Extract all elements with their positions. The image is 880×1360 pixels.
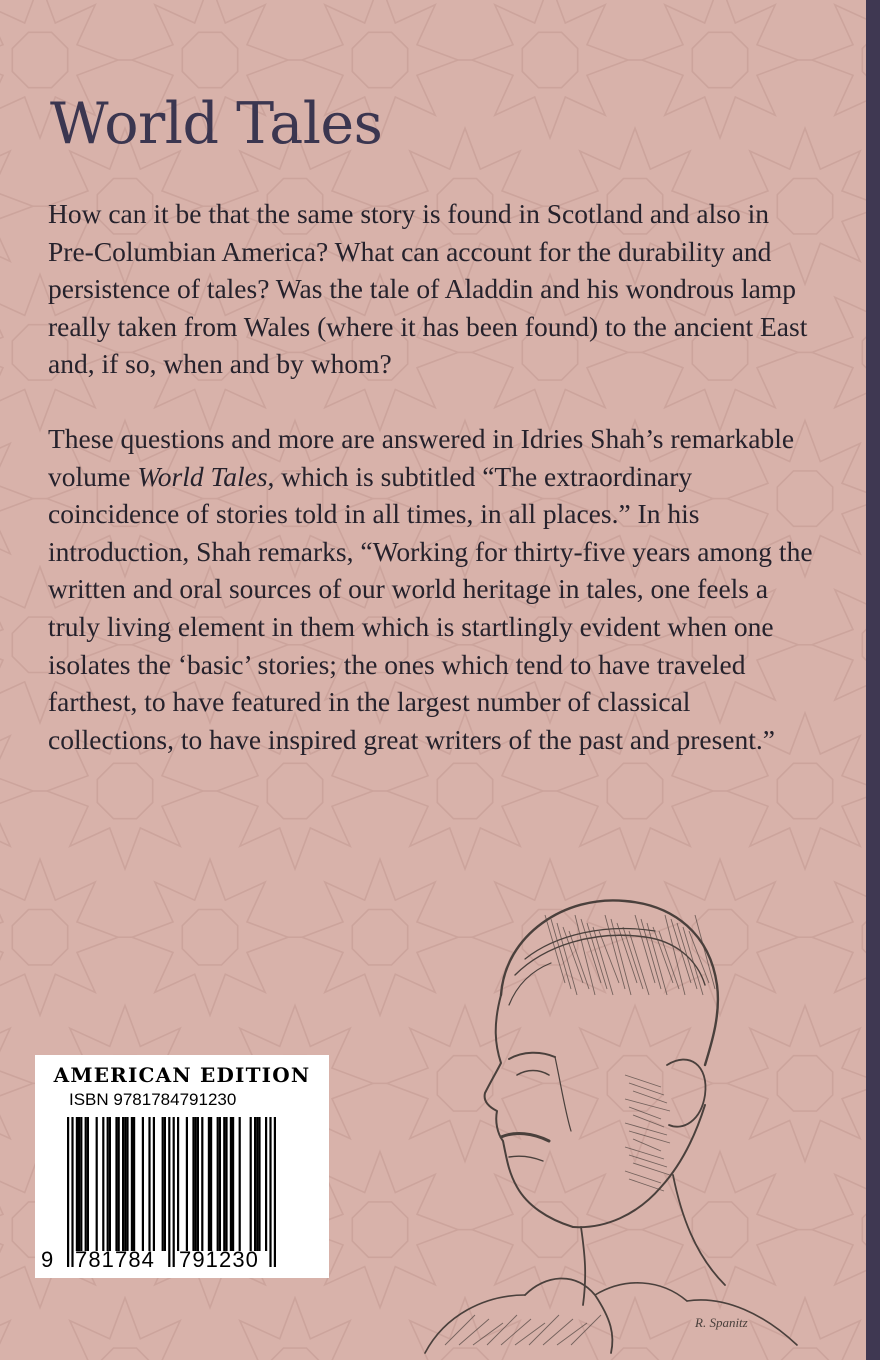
barcode-bar: [162, 1117, 164, 1251]
barcode-bar: [131, 1117, 133, 1251]
barcode-bar: [256, 1117, 258, 1251]
book-title: World Tales: [50, 91, 383, 157]
barcode-bar: [109, 1117, 111, 1251]
barcode-bar: [197, 1117, 199, 1251]
isbn-label: ISBN 9781784791230: [69, 1090, 237, 1109]
barcode-bar: [168, 1117, 170, 1267]
barcode-bars: [35, 1055, 329, 1278]
barcode-digits: [35, 1247, 329, 1275]
barcode-bar: [225, 1117, 227, 1251]
barcode-bar: [173, 1117, 175, 1267]
barcode-digit-lead: 9: [41, 1247, 55, 1272]
barcode-bar: [223, 1117, 225, 1251]
barcode-bar: [80, 1117, 82, 1251]
barcode-bar: [186, 1117, 188, 1251]
barcode-bar: [85, 1117, 87, 1251]
barcode-bar: [239, 1117, 241, 1251]
barcode-digits-left: 781784: [75, 1247, 156, 1272]
paragraph-2-text-b: , which is subtitled “The extraordinary coincidence of stories told in all times, in all places.” In his introduction, Shah remarks, “Working for thirty-five years among the written and oral sources of our world heritage in tales, one feels a truly living element in them which is startlingly evident when one isolates the ‘basic’ stories; the ones which tend to have traveled farthest, to have featured in the largest number of classical collections, to have inspired great writers of the past and present.”: [48, 460, 813, 755]
barcode-bar: [210, 1117, 212, 1251]
barcode-bar: [201, 1117, 203, 1251]
edition-label: AMERICAN EDITION: [53, 1063, 311, 1087]
barcode-bar: [153, 1117, 155, 1251]
artist-signature: R. Spanitz: [695, 1315, 748, 1330]
barcode-bar: [122, 1117, 124, 1251]
barcode-bar: [219, 1117, 221, 1251]
barcode-bar: [87, 1117, 89, 1251]
barcode-bar: [192, 1117, 194, 1251]
barcode-bar: [232, 1117, 234, 1251]
description-paragraph-1: How can it be that the same story is found in Scotland and also in Pre-Columbian America? What can account for the durability and persistence of tales? Was the tale of Aladdin and his wondrous lamp really taken from Wales (where it has been found) to the ancient East and, if so, when and by whom?: [48, 198, 808, 380]
barcode-bar: [96, 1117, 98, 1251]
barcode-bar: [126, 1117, 128, 1251]
barcode-bar: [254, 1117, 256, 1251]
barcode-bar: [133, 1117, 135, 1251]
paragraph-2-text-a: These questions and more are answered in Idries Shah’s remarkable volume: [48, 423, 795, 492]
description-paragraph-2: [48, 420, 818, 758]
barcode-bar: [71, 1117, 73, 1267]
barcode-digits-right: 791230: [179, 1247, 260, 1272]
barcode-bar: [269, 1117, 271, 1267]
barcode-bar: [250, 1117, 252, 1251]
barcode-bar: [76, 1117, 78, 1251]
barcode-bar: [265, 1117, 267, 1251]
barcode-bar: [78, 1117, 80, 1251]
book-title-italic: World Tales: [137, 460, 268, 492]
barcode-bar: [274, 1117, 276, 1267]
barcode-bar: [195, 1117, 197, 1251]
author-portrait-icon: [405, 875, 805, 1355]
barcode-bar: [115, 1117, 117, 1251]
barcode-bar: [142, 1117, 144, 1251]
barcode-bar: [230, 1117, 232, 1251]
barcode-bar: [67, 1117, 69, 1267]
barcode-bar: [107, 1117, 109, 1251]
barcode-bar: [164, 1117, 166, 1251]
spine-edge: [866, 0, 880, 1360]
barcode-panel: [35, 1055, 329, 1278]
barcode-bar: [118, 1117, 120, 1251]
barcode-bar: [124, 1117, 126, 1251]
barcode-bar: [217, 1117, 219, 1251]
barcode-bar: [148, 1117, 150, 1251]
barcode-bar: [102, 1117, 104, 1251]
barcode-bar: [208, 1117, 210, 1251]
barcode-bar: [177, 1117, 179, 1251]
barcode-bar: [258, 1117, 260, 1251]
